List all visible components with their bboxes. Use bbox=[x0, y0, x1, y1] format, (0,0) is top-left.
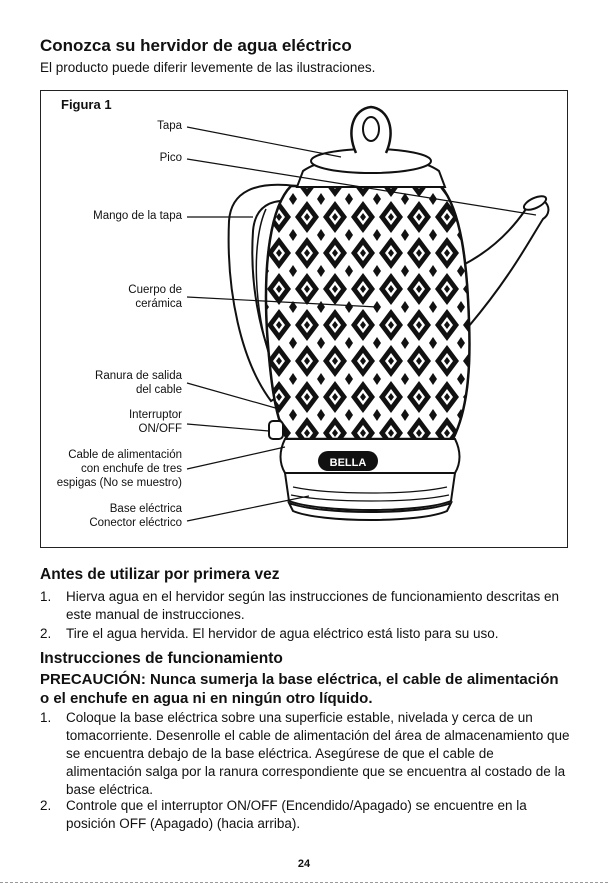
figure-label: Figura 1 bbox=[61, 97, 112, 112]
page-subtitle: El producto puede diferir levemente de las ilustraciones. bbox=[40, 60, 376, 75]
list-number: 2. bbox=[40, 626, 52, 641]
list-text: Controle que el interruptor ON/OFF (Encendido/Apagado) se encuentre en la posición OFF (Apagado) (hacia arriba). bbox=[66, 798, 527, 831]
base-shape bbox=[281, 439, 460, 520]
callout-ranura: Ranura de salida del cable bbox=[95, 370, 182, 396]
kettle-illustration bbox=[41, 91, 569, 549]
callout-mango: Mango de la tapa bbox=[93, 210, 182, 222]
brand-badge: BELLA bbox=[329, 457, 367, 469]
caution-warning: PRECAUCIÓN: Nunca sumerja la base eléctrica, el cable de alimentación o el enchufe en agua ni en ningún otro líquido. bbox=[40, 671, 559, 707]
page-title: Conozca su hervidor de agua eléctrico bbox=[40, 36, 352, 55]
section-heading-operation: Instrucciones de funcionamiento bbox=[40, 650, 283, 667]
list-number: 2. bbox=[40, 798, 52, 813]
list-text: Coloque la base eléctrica sobre una superficie estable, nivelada y cerca de un tomacorriente. Desenrolle el cable de alimentación del área de almacenamiento que se encuentra debajo de la base eléctrica. Asegúrese de que el cable de alimentación salga por la ranura correspondiente que se encuentra al costado de la base eléctrica. bbox=[66, 710, 570, 797]
list-text: Tire el agua hervida. El hervidor de agua eléctrico está listo para su uso. bbox=[66, 626, 499, 641]
callout-pico: Pico bbox=[159, 152, 182, 164]
kettle-figure bbox=[40, 90, 568, 548]
page-number: 24 bbox=[297, 858, 311, 870]
callout-cable: Cable de alimentación con enchufe de tres espigas (No se muestro) bbox=[56, 449, 182, 489]
list-number: 1. bbox=[40, 589, 52, 604]
list-item bbox=[40, 588, 570, 624]
list-item bbox=[40, 709, 570, 799]
spout-shape bbox=[461, 201, 548, 326]
list-item bbox=[40, 797, 570, 833]
page-bottom-rule bbox=[0, 882, 608, 883]
list-number: 1. bbox=[40, 710, 52, 725]
list-text: Hierva agua en el hervidor según las instrucciones de funcionamiento descritas en este manual de instrucciones. bbox=[66, 589, 560, 622]
list-item bbox=[40, 625, 570, 643]
callout-tapa: Tapa bbox=[157, 120, 182, 132]
callout-interruptor: Interruptor ON/OFF bbox=[128, 409, 182, 435]
callout-cuerpo: Cuerpo de cerámica bbox=[128, 284, 182, 310]
section-heading-first-use: Antes de utilizar por primera vez bbox=[40, 566, 280, 583]
switch-shape bbox=[269, 421, 283, 439]
callout-base: Base eléctrica Conector eléctrico bbox=[89, 503, 182, 529]
